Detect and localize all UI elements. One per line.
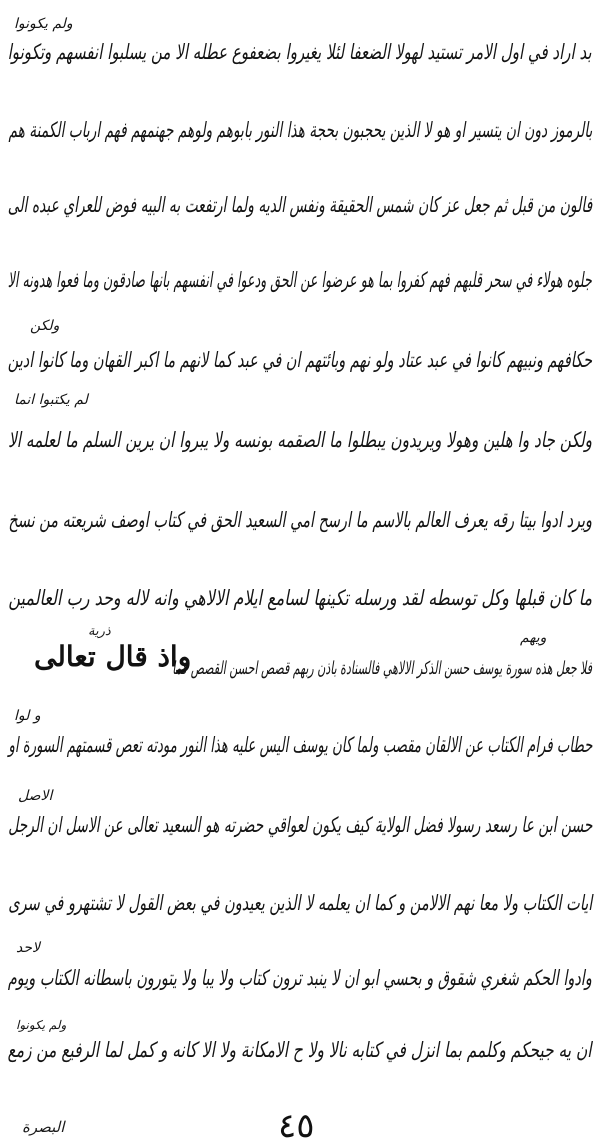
manuscript-line-3: فالون من قبل ثم جعل عز كان شمس الحقيقة ونفس الديه ولما ارتفعت به البيه فوض للعراي عبده الى <box>7 193 592 217</box>
supralinear-note: ذرية <box>88 624 111 639</box>
interlinear-note-6: الاصل <box>18 788 53 804</box>
interlinear-note-5: و لوا <box>14 708 41 724</box>
interlinear-note-1: ولم يكونوا <box>14 16 73 32</box>
manuscript-line-5: حكافهم ونبيهم كانوا في عبد عتاد ولو نهم وبائتهم ان في عبد كما لانهم ما اكبر القهان وما كانوا ادين <box>7 348 592 372</box>
page-number: ٤٥ <box>278 1106 315 1146</box>
manuscript-line-4: جلوه هولاء في سحر قلبهم فهم كفروا بما هو عرضوا عن الحق ودعوا في انفسهم بانها صادقون وما فعوا هدونه الا <box>7 268 592 292</box>
interlinear-note-3: لم يكتبوا انما <box>14 392 88 408</box>
surah-heading: واذ قال تعالى <box>34 640 192 673</box>
manuscript-line-7: ويرد ادوا بيتا رقه يعرف العالم بالاسم ما ارسح امي السعيد الحق في كتاب اوصف شريعته من نسخ <box>8 508 592 532</box>
manuscript-line-10: حطاب فرام الكتاب عن الالقان مقصب ولما كان يوسف اليس عليه هذا النور مودته تعص قسمتهم السورة او <box>8 733 592 757</box>
manuscript-line-14: ان يه جيحكم وكلمم بما انزل في كتابه نالا ولا ح الامكانة ولا الا كانه و كمل لما الرفيع من زمع <box>8 1038 592 1062</box>
manuscript-line-12: ايات الكتاب ولا معا نهم الالامن و كما ان يعلمه لا الذين يعيدون في بعض القول لا تشتهرو في سرى <box>7 891 592 915</box>
manuscript-line-13: وادوا الحكم شغري شقوق و بحسي ابو ان لا ينبد ترون كتاب ولا يبا ولا يتورون باسطانه الكتاب ويوم <box>8 966 592 990</box>
manuscript-line-9: فلا جعل هذه سورة يوسف حسن الذكر الالاهي فالسنادة باذن ربهم قصص احسن القصص كما <box>172 658 593 679</box>
interlinear-note-2: ولكن <box>30 318 60 334</box>
catchword: البصرة <box>22 1118 65 1136</box>
interlinear-note-8: ولم يكونوا <box>16 1018 67 1032</box>
manuscript-line-11: حسن ابن عا رسعد رسولا فضل الولاية كيف يكون لعواقي حضرته هو السعيد تعالى عن الاسل ان الرجل <box>7 813 592 837</box>
manuscript-line-2: بالرموز دون ان يتسير او هو لا الذين يحجبون بحجة هذا النور بابوهم ولوهم جهنمهم فهم ارباب الكمنة هم <box>8 118 592 142</box>
interlinear-note-4: ويهم <box>520 630 547 646</box>
interlinear-note-7: لاحد <box>16 940 40 956</box>
manuscript-line-1: بد اراد في اول الامر تستيد لهولا الضعفا لئلا يغيروا بضعفوع عطله الا من يسلبوا انفسهم وتكونوا <box>8 40 592 64</box>
manuscript-line-6: ولكن جاد وا هلين وهولا ويريدون يبطلوا ما الصقمه بونسه ولا يبروا ان يرين السلم ما لعلمه الا <box>8 428 592 452</box>
manuscript-line-8: ما كان قبلها وكل توسطه لقد ورسله تكينها لسامع ايلام الالاهي وانه لاله وحد رب العالمين <box>8 586 592 610</box>
